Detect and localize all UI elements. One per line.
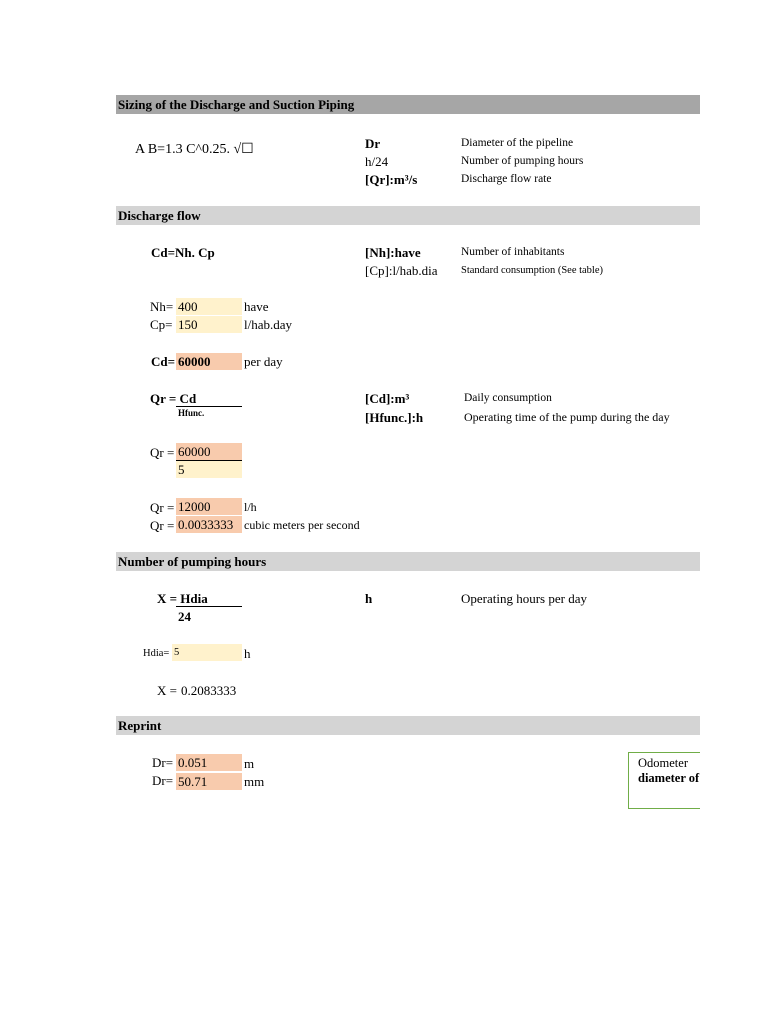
odometer-note-box[interactable] [628, 752, 700, 809]
reprint-heading: Reprint [116, 716, 700, 735]
legend-symbol-hours: h/24 [365, 154, 389, 169]
qr-lh-result: 12000 [176, 498, 242, 515]
dr-m-result: 0.051 [176, 754, 242, 771]
cd-label: Cd= [151, 354, 176, 369]
legend-desc-dr: Diameter of the pipeline [461, 137, 574, 149]
dr-m-unit: m [244, 756, 255, 771]
nh-unit: have [244, 299, 269, 314]
qr-calc-label: Qr = [150, 445, 175, 460]
dr-mm-result: 50.71 [176, 773, 242, 790]
qr-lh-label: Qr = [150, 500, 175, 515]
x-result: 0.2083333 [181, 683, 237, 698]
pumping-heading: Number of pumping hours [116, 552, 700, 571]
main-formula: A B=1.3 C^0.25. √☐ [135, 142, 254, 157]
note-line-2: diameter of [638, 771, 700, 785]
hdia-label: Hdia= [143, 648, 170, 659]
legend-desc-h: Operating hours per day [461, 591, 587, 606]
qr-m3s-unit: cubic meters per second [244, 518, 360, 532]
cd-unit: per day [244, 354, 283, 369]
legend-symbol-h: h [365, 591, 373, 606]
dr-mm-unit: mm [244, 774, 265, 789]
qr-formula: Qr = Cd [150, 391, 197, 406]
hdia-unit: h [244, 646, 251, 661]
legend-symbol-qr: [Qr]:m³/s [365, 172, 418, 187]
legend-symbol-cp: [Cp]:l/hab.dia [365, 263, 438, 278]
x-formula: X = Hdia [157, 591, 208, 606]
legend-desc-cd: Daily consumption [464, 392, 552, 404]
nh-input[interactable]: 400 [176, 298, 242, 315]
legend-desc-hfunc: Operating time of the pump during the day [464, 410, 670, 424]
legend-symbol-hfunc: [Hfunc.]:h [365, 410, 424, 425]
qr-calc-denominator: 5 [176, 461, 242, 478]
legend-symbol-cd: [Cd]:m³ [365, 391, 410, 406]
note-line-1: Odometer [638, 756, 688, 770]
x-fraction-line [176, 606, 242, 607]
cd-result: 60000 [176, 353, 242, 370]
page-title: Sizing of the Discharge and Suction Piping [116, 95, 700, 114]
nh-label: Nh= [150, 299, 174, 314]
legend-desc-hours: Number of pumping hours [461, 155, 584, 167]
qr-formula-denominator: Hfunc. [178, 408, 205, 418]
legend-symbol-nh: [Nh]:have [365, 245, 421, 260]
dr-mm-label: Dr= [152, 773, 174, 788]
cp-label: Cp= [150, 317, 173, 332]
qr-lh-unit: l/h [244, 500, 257, 514]
legend-desc-cp: Standard consumption (See table) [461, 265, 604, 276]
x-formula-denominator: 24 [178, 609, 191, 624]
qr-calc-numerator: 60000 [176, 443, 242, 460]
cd-formula: Cd=Nh. Cp [151, 245, 215, 260]
hdia-input[interactable]: 5 [172, 644, 242, 661]
cp-unit: l/hab.day [244, 317, 293, 332]
legend-symbol-dr: Dr [365, 136, 381, 151]
dr-m-label: Dr= [152, 755, 174, 770]
qr-m3s-result: 0.0033333 [176, 516, 242, 533]
legend-desc-nh: Number of inhabitants [461, 246, 565, 258]
x-label: X = [157, 683, 177, 698]
qr-m3s-label: Qr = [150, 518, 175, 533]
legend-desc-qr: Discharge flow rate [461, 173, 552, 185]
cp-input[interactable]: 150 [176, 316, 242, 333]
discharge-heading: Discharge flow [116, 206, 700, 225]
